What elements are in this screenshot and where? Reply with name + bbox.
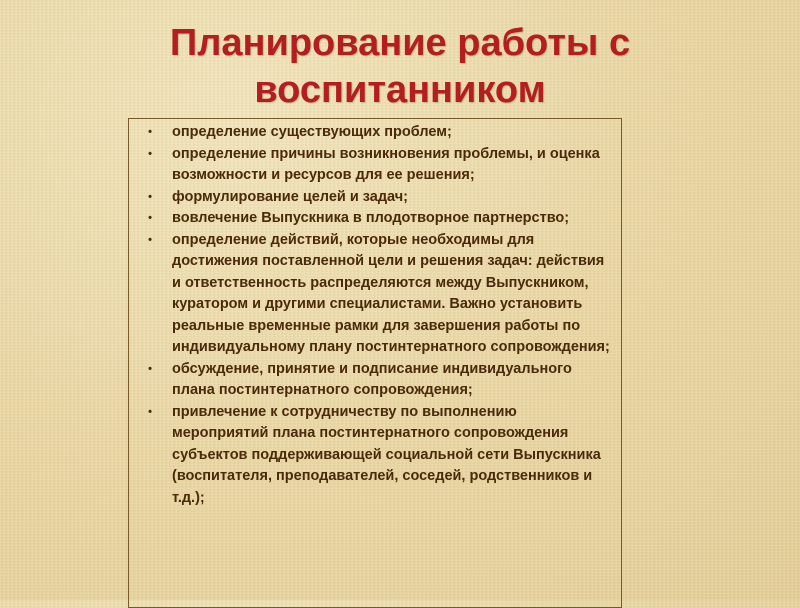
bullet-text: обсуждение, принятие и подписание индивидуального плана постинтернатного сопровождения;: [172, 360, 572, 398]
bullet-icon: •: [148, 147, 152, 160]
slide-title: [0, 20, 800, 114]
bullet-icon: •: [148, 405, 152, 418]
bullet-item-actions: [143, 230, 613, 359]
bullet-item-cooperation: [143, 402, 613, 510]
bullet-text: определение причины возникновения проблемы, и оценка возможности и ресурсов для ее решения;: [172, 145, 600, 183]
content-box: [128, 118, 622, 608]
bullet-item-partnership: [143, 208, 613, 230]
bullet-text: определение действий, которые необходимы для достижения поставленной цели и решения задач: действия и ответственность распределяются между Выпускником, куратором и другими специалистами. Важно установить реальные временные рамки для завершения работы по индивидуальному плану постинтернатного сопровождения;: [172, 231, 610, 355]
bullet-text: определение существующих проблем;: [172, 124, 452, 140]
bullet-text: формулирование целей и задач;: [172, 188, 409, 205]
bullet-icon: •: [148, 190, 152, 203]
bullet-icon: •: [148, 362, 152, 375]
bullet-text: привлечение к сотрудничеству по выполнению мероприятий плана постинтернатного сопровождения субъектов поддерживающей социальной сети Выпускника (воспитателя, преподавателей, соседей, родственников и т.д.);: [172, 403, 601, 506]
bullet-icon: •: [148, 126, 152, 138]
bullet-icon: •: [148, 233, 152, 246]
bullet-item-goals: [143, 187, 613, 209]
bullet-item-plan-signing: [143, 359, 613, 402]
slide-title-line-2: воспитанником: [254, 69, 546, 111]
bullet-item-causes: [143, 144, 613, 187]
slide-title-line-1: Планирование работы с: [169, 22, 631, 64]
bullet-item-problems: [143, 122, 613, 144]
bullet-list: [143, 122, 613, 509]
bullet-icon: •: [148, 212, 152, 224]
bullet-text: вовлечение Выпускника в плодотворное партнерство;: [172, 210, 570, 226]
